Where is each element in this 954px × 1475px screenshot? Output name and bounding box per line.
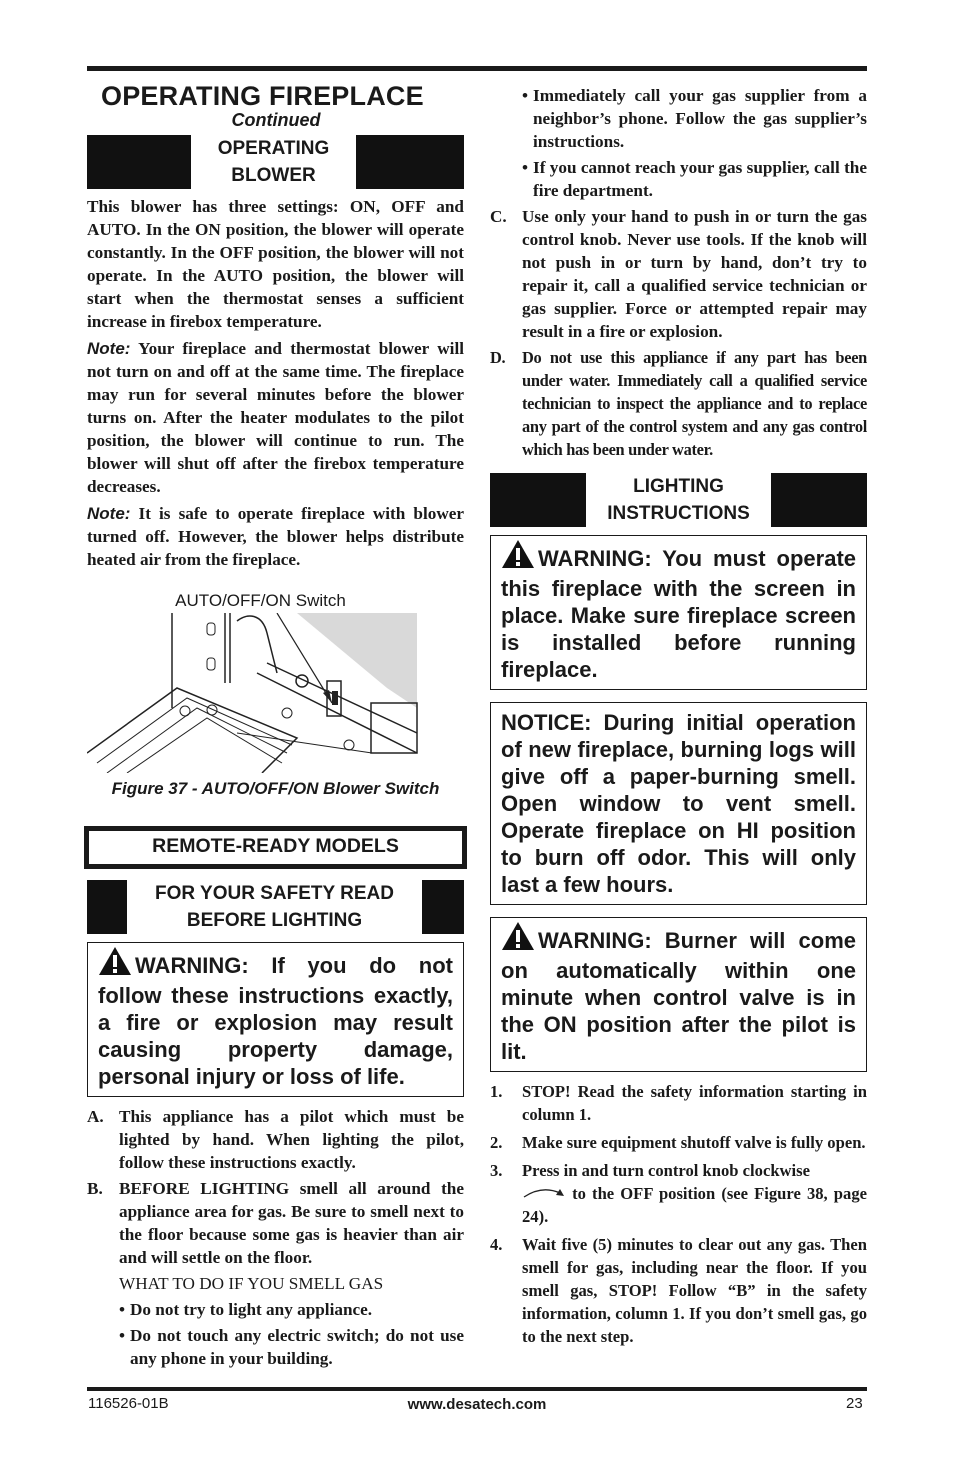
safety-heading [87, 880, 464, 934]
note-label: Note: [87, 339, 131, 358]
heading-bar-right [356, 135, 464, 189]
heading-bar-left [490, 473, 586, 527]
right-column [490, 84, 867, 1353]
step-text: STOP! Read the safety information starting in column 1. [522, 1082, 867, 1124]
safety-item-d [490, 346, 867, 461]
warning-label: WARNING [135, 953, 242, 978]
warning-text: : If you do not follow these instructions exactly, a fire or explosion may result causing property damage, personal injury or loss of life. [98, 953, 453, 1089]
remote-ready-heading: REMOTE-READY MODELS [87, 829, 464, 866]
warning-triangle-icon [501, 539, 535, 575]
lighting-step [490, 1080, 867, 1126]
operating-blower-heading [87, 135, 464, 189]
left-column [87, 80, 464, 1373]
warning-text: You must operate this fireplace with the screen in place. Make sure fireplace screen is installed before running fireplace. [501, 546, 856, 682]
step-number: 1. [490, 1082, 503, 1101]
step-number: 4. [490, 1235, 503, 1254]
note-text: It is safe to operate fireplace with blower turned off. However, the blower helps distribute heated air from the fireplace. [87, 504, 464, 569]
blower-note-1 [87, 337, 464, 498]
burner-warning-box [490, 917, 867, 1072]
bullet-item: • If you cannot reach your gas supplier, call the fire department. [522, 158, 867, 200]
smell-gas-heading: WHAT TO DO IF YOU SMELL GAS [119, 1274, 384, 1293]
item-text: Use only your hand to push in or turn the gas control knob. Never use tools. If the knob will not push in or turn by hand, don’t try to repair it, call a qualified service technician or gas supplier. Force or attempted repair may result in a fire or explosion. [522, 207, 867, 341]
blower-paragraph: This blower has three settings: ON, OFF and AUTO. In the ON position, the blower will operate constantly. In the OFF position, the blower will not operate. In the AUTO position, the blower will start when the thermostat senses a sufficient increase in firebox temperature. [87, 197, 464, 331]
bullet-item: • Do not try to light any appliance. [87, 1298, 464, 1321]
warning-triangle-icon [98, 946, 132, 982]
bullet-text: If you cannot reach your gas supplier, call the fire department. [533, 158, 867, 200]
heading-label: OPERATING BLOWER [217, 138, 330, 186]
bullet-item: • Immediately call your gas supplier from a neighbor’s phone. Follow the gas supplier’s instructions. [522, 86, 867, 151]
blower-note-2 [87, 502, 464, 571]
bottom-rule [87, 1387, 867, 1391]
bullet-text: Do not touch any electric switch; do not use any phone in your building. [130, 1326, 464, 1368]
step-text-part: Press in and turn control knob clockwise [522, 1161, 810, 1180]
heading-bar-right [771, 473, 867, 527]
section-subtitle: Continued [231, 110, 321, 130]
item-letter: A. [87, 1107, 104, 1126]
heading-bar-left [87, 880, 127, 934]
safety-item-b [87, 1177, 464, 1269]
warning-text: : Burner will come on automatically within one minute when control valve is in the ON position after the pilot is lit. [501, 928, 856, 1064]
figure-caption: Figure 37 - AUTO/OFF/ON Blower Switch [111, 779, 440, 798]
step-text [522, 1159, 867, 1228]
lighting-step [490, 1233, 867, 1348]
heading-bar-left [87, 135, 191, 189]
heading-bar-right [422, 880, 464, 934]
screen-warning-box [490, 535, 867, 690]
lighting-heading [490, 473, 867, 527]
step-text: Wait five (5) minutes to clear out any gas. Then smell for gas, including near the floor. If you smell gas, STOP! Follow “B” in the safety information, column 1. If you don’t smell gas, go to the next step. [522, 1235, 867, 1346]
warning-label: WARNING [538, 928, 645, 953]
lighting-step [490, 1159, 867, 1228]
blower-switch-illustration [87, 613, 464, 773]
figure-label: AUTO/OFF/ON Switch [175, 591, 346, 610]
page-number: 23 [846, 1395, 863, 1412]
item-letter: B. [87, 1179, 103, 1198]
bullet-item: • Do not touch any electric switch; do not use any phone in your building. [119, 1326, 464, 1368]
warning-label: WARNING: [538, 546, 652, 571]
step-number: 3. [490, 1161, 503, 1180]
lighting-step [490, 1131, 867, 1154]
section-title: OPERATING FIREPLACE [101, 81, 424, 111]
note-text: Your fireplace and thermostat blower will not turn on and off at the same time. The fireplace may run for several minutes before the blower turns on. After the heater modulates to the pilot position, the blower will continue to run. The blower will shut off after the firebox temperature decreases. [87, 339, 464, 496]
website-link[interactable]: www.desatech.com [407, 1396, 547, 1413]
safety-heading-label: FOR YOUR SAFETY READ BEFORE LIGHTING [155, 883, 394, 931]
notice-box: NOTICE: During initial operation of new fireplace, burning logs will give off a paper-burning smell. Open window to vent smell. Operate fireplace on HI position to burn off odor. This will only last a few hours. [490, 702, 867, 905]
safety-item-a [87, 1105, 464, 1174]
item-letter: D. [490, 348, 506, 367]
step-text-part: to the OFF position (see Figure 38, page 24). [522, 1184, 867, 1226]
clockwise-arrow-icon [522, 1184, 566, 1203]
fire-explosion-warning-box [87, 942, 464, 1097]
lighting-heading-label: LIGHTING INSTRUCTIONS [607, 476, 750, 524]
item-text: Do not use this appliance if any part has been under water. Immediately call a qualified service technician to inspect the appliance and to replace any part of the control system and any gas control which has been under water. [522, 348, 867, 459]
step-text: Make sure equipment shutoff valve is fully open. [522, 1133, 866, 1152]
step-number: 2. [490, 1133, 503, 1152]
bullet-text: Do not try to light any appliance. [130, 1300, 373, 1319]
warning-triangle-icon [501, 921, 535, 957]
item-letter: C. [490, 207, 507, 226]
blower-switch-drawing [87, 613, 464, 773]
item-text: This appliance has a pilot which must be lighted by hand. When lighting the pilot, follow these instructions exactly. [119, 1107, 464, 1172]
document-number: 116526-01B [88, 1395, 169, 1412]
top-rule [87, 66, 867, 71]
bullet-text: Immediately call your gas supplier from a neighbor’s phone. Follow the gas supplier’s instructions. [533, 86, 867, 151]
note-label: Note: [87, 504, 131, 523]
item-text: BEFORE LIGHTING smell all around the appliance area for gas. Be sure to smell next to the floor because some gas is heavier than air and will settle on the floor. [119, 1179, 464, 1267]
safety-item-c [490, 205, 867, 343]
